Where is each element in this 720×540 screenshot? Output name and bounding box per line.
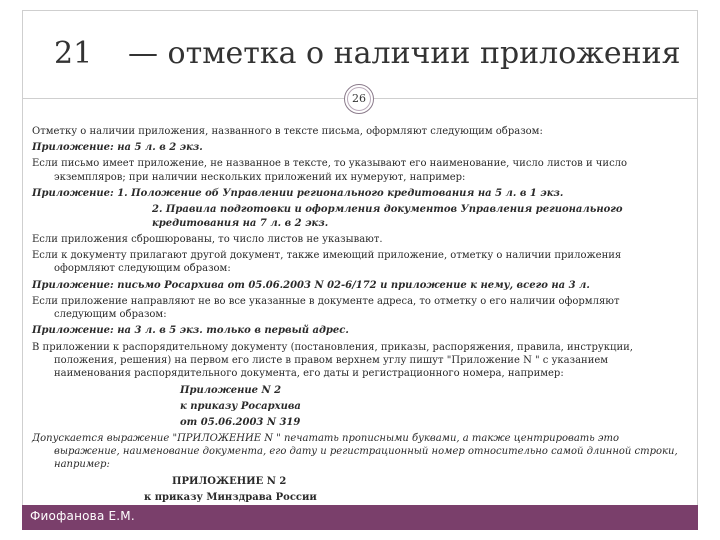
signature-a-line-1: Приложение N 2 [180, 384, 282, 396]
signature-b-line-2: к приказу Минздрава России [144, 491, 317, 503]
slide-title: — отметка о наличии приложения [128, 36, 681, 71]
paragraph-1: Отметку о наличии приложения, названного в тексте письма, оформляют следующим образом: [32, 126, 543, 137]
paragraph-2: Если письмо имеет приложение, не названное в тексте, то указывают его наименование, число листов и число экземпляров; при наличии нескольких приложений их нумеруют, например: [32, 158, 628, 183]
paragraph-5: Если приложение направляют не во все указанные в документе адреса, то отметку о его наличии оформляют следующим образом: [32, 295, 620, 321]
paragraph-3: Если приложения сброшюрованы, то число листов не указывают. [32, 233, 383, 245]
slide-body [32, 125, 682, 523]
signature-a-line-3: от 05.06.2003 N 319 [180, 416, 301, 428]
example-3: Приложение: письмо Росархива от 05.06.2003 N 02-6/172 и приложение к нему, всего на 3 л. [32, 279, 590, 291]
signature-b-line-1: ПРИЛОЖЕНИЕ N 2 [172, 475, 287, 487]
example-2b-text: 2. Правила подготовки и оформления документов Управления регионального кредитования на 7 л. в 2 экз. [152, 204, 623, 229]
footer-author: Фиофанова Е.М. [30, 509, 135, 523]
example-4: Приложение: на 3 л. в 5 экз. только в первый адрес. [32, 325, 349, 337]
page-number: 26 [347, 87, 371, 111]
example-2b [32, 203, 682, 230]
example-1: Приложение: на 5 л. в 2 экз. [32, 142, 203, 154]
signature-a-line-2: к приказу Росархива [180, 400, 301, 412]
paragraph-4: Если к документу прилагают другой документ, также имеющий приложение, отметку о наличии приложения оформляют следующим образом: [32, 250, 622, 275]
slide-number: 21 [54, 36, 93, 71]
paragraph-7: Допускается выражение "ПРИЛОЖЕНИЕ N " печатать прописными буквами, а также центрировать это выражение, наименование документа, его дату и регистрационный номер относительно самой длинной строки, например: [32, 432, 678, 471]
paragraph-6: В приложении к распорядительному документу (постановления, приказы, распоряжения, правила, инструкции, положения, решения) на первом его листе в правом верхнем углу пишут "Приложение N " с указанием наименования распорядительного документа, его даты и регистрационного номера, например: [32, 341, 633, 380]
example-2a: Приложение: 1. Положение об Управлении регионального кредитования на 5 л. в 1 экз. [32, 188, 564, 200]
page-number-badge [344, 84, 374, 114]
